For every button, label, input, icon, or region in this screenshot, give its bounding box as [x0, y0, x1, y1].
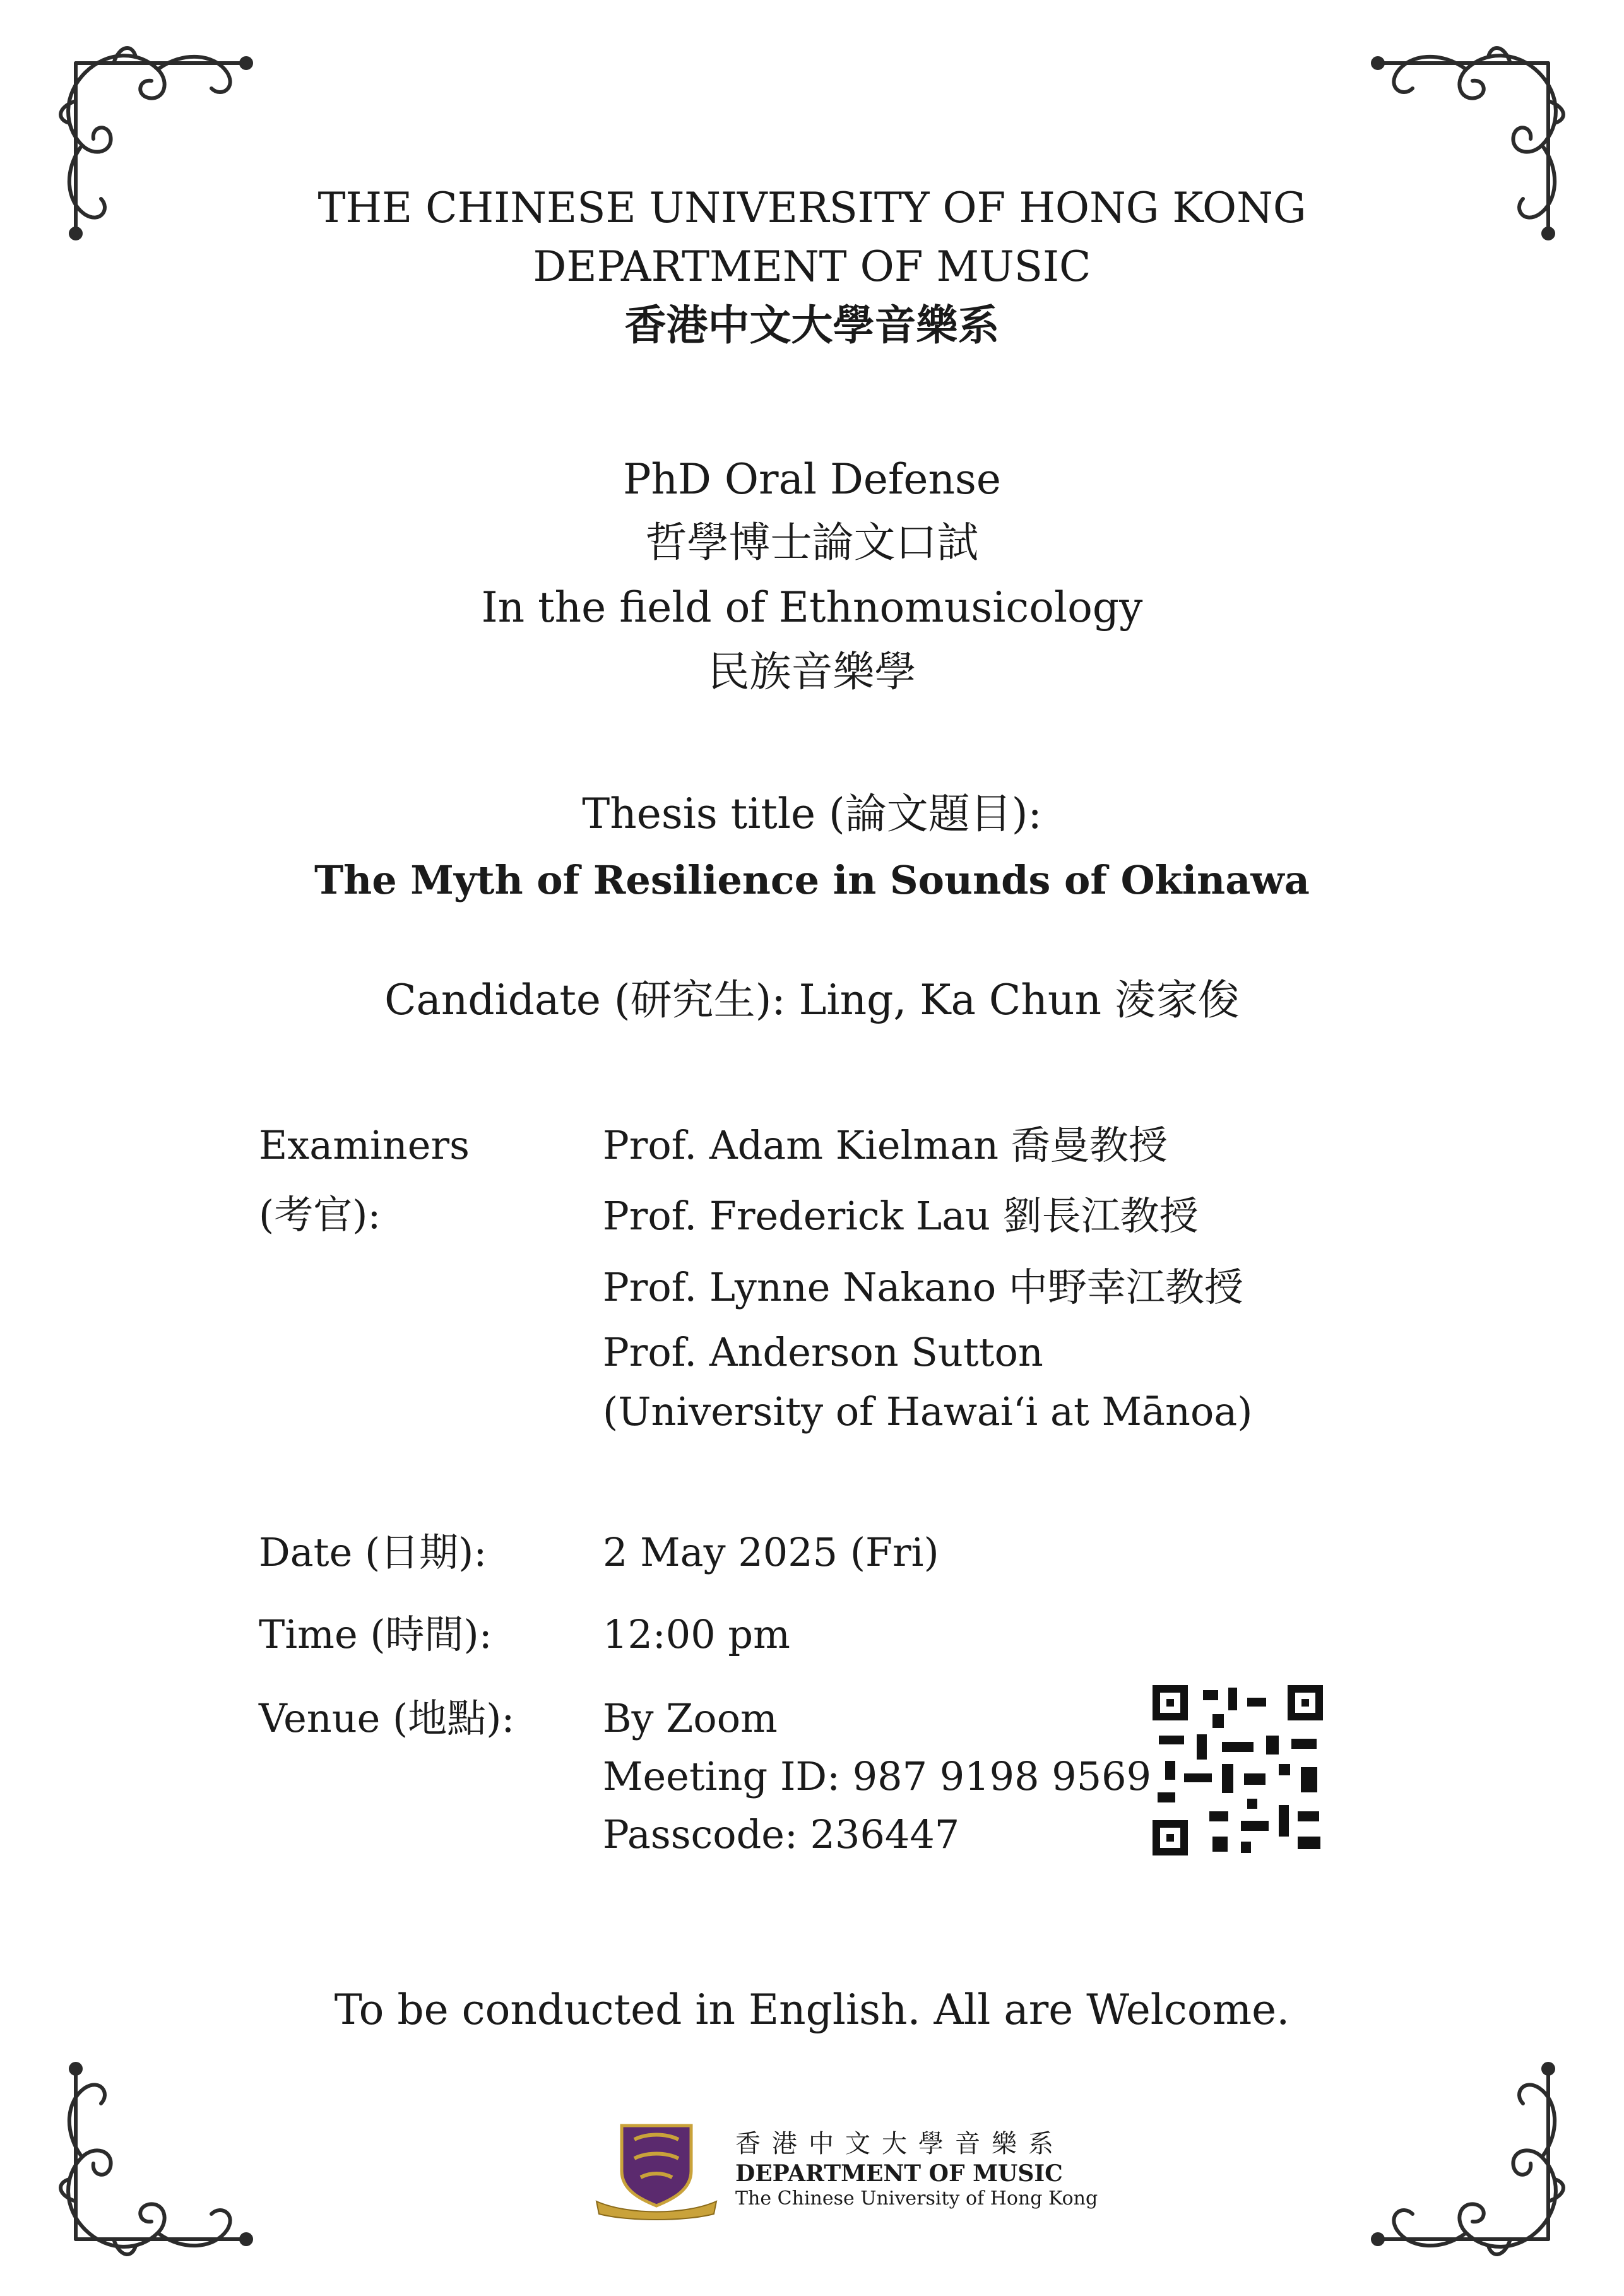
crest-icon [590, 2121, 723, 2222]
qr-module [1165, 1761, 1175, 1780]
qr-module [1197, 1734, 1207, 1760]
thesis-label: Thesis title (論文題目): [582, 790, 1042, 838]
corner-ornament-bottom-right [1359, 2050, 1586, 2277]
venue-label: Venue (地點): [259, 1695, 515, 1741]
venue-line-1: By Zoom [603, 1695, 778, 1741]
qr-module [1222, 1742, 1254, 1752]
logo-text-cn: 香港中文大學音樂系 [735, 2129, 1065, 2158]
flourish-icon [38, 2050, 265, 2277]
date-value: 2 May 2025 (Fri) [603, 1529, 939, 1575]
qr-module [1212, 1714, 1224, 1728]
qr-module [1298, 1837, 1320, 1849]
qr-module [1266, 1736, 1279, 1755]
qr-finder [1153, 1685, 1188, 1720]
examiner-3: Prof. Lynne Nakano 中野幸江教授 [603, 1264, 1243, 1310]
university-name: THE CHINESE UNIVERSITY OF HONG KONG [317, 184, 1307, 232]
qr-module [1244, 1773, 1265, 1785]
examiner-2: Prof. Frederick Lau 劉長江教授 [603, 1193, 1199, 1239]
zoom-qr-code[interactable] [1153, 1685, 1323, 1855]
examiner-1: Prof. Adam Kielman 喬曼教授 [603, 1122, 1168, 1168]
qr-module [1247, 1799, 1257, 1809]
logo-text-dept: DEPARTMENT OF MUSIC [735, 2160, 1063, 2187]
qr-module [1222, 1764, 1233, 1793]
qr-module [1298, 1811, 1319, 1821]
event-type-cn: 哲學博士論文口試 [645, 518, 979, 567]
logo-text-block [735, 2128, 1098, 2210]
passcode: Passcode: 236447 [603, 1811, 960, 1857]
event-type: PhD Oral Defense [623, 455, 1001, 504]
department-name-cn: 香港中文大學音樂系 [624, 300, 1000, 350]
candidate-line: Candidate (研究生): Ling, Ka Chun 淩家俊 [384, 976, 1240, 1024]
date-label: Date (日期): [259, 1529, 487, 1575]
corner-ornament-bottom-left [38, 2050, 265, 2277]
qr-module [1301, 1767, 1317, 1792]
logo-text-university: The Chinese University of Hong Kong [735, 2187, 1098, 2210]
time-label: Time (時間): [259, 1611, 492, 1657]
examiner-4-affiliation: (University of Hawai‘i at Mānoa) [603, 1388, 1253, 1435]
examiners-label-cn: (考官): [259, 1192, 381, 1238]
qr-module [1212, 1837, 1228, 1852]
qr-module [1203, 1690, 1218, 1700]
qr-finder [1288, 1685, 1323, 1720]
qr-module [1184, 1773, 1212, 1782]
qr-finder [1153, 1820, 1188, 1855]
qr-module [1241, 1821, 1269, 1831]
qr-module [1247, 1698, 1266, 1707]
cuhk-crest-logo [590, 2121, 723, 2222]
qr-module [1158, 1792, 1175, 1802]
footer-note: To be conducted in English. All are Welcome. [334, 1985, 1290, 2034]
flourish-icon [1359, 2050, 1586, 2277]
meeting-id: Meeting ID: 987 9198 9569 [603, 1753, 1152, 1799]
qr-module [1291, 1739, 1317, 1749]
thesis-title: The Myth of Resilience in Sounds of Okinawa [314, 857, 1310, 903]
qr-module [1279, 1764, 1290, 1775]
qr-module [1159, 1736, 1184, 1744]
event-field: In the field of Ethnomusicology [481, 583, 1143, 632]
time-value: 12:00 pm [603, 1611, 790, 1657]
examiner-4: Prof. Anderson Sutton [603, 1329, 1043, 1375]
event-field-cn: 民族音樂學 [708, 648, 916, 696]
examiners-label: Examiners [259, 1122, 470, 1168]
department-name: DEPARTMENT OF MUSIC [533, 242, 1091, 291]
qr-module [1279, 1805, 1289, 1837]
qr-module [1228, 1688, 1237, 1710]
qr-module [1209, 1811, 1228, 1821]
qr-module [1241, 1842, 1251, 1853]
